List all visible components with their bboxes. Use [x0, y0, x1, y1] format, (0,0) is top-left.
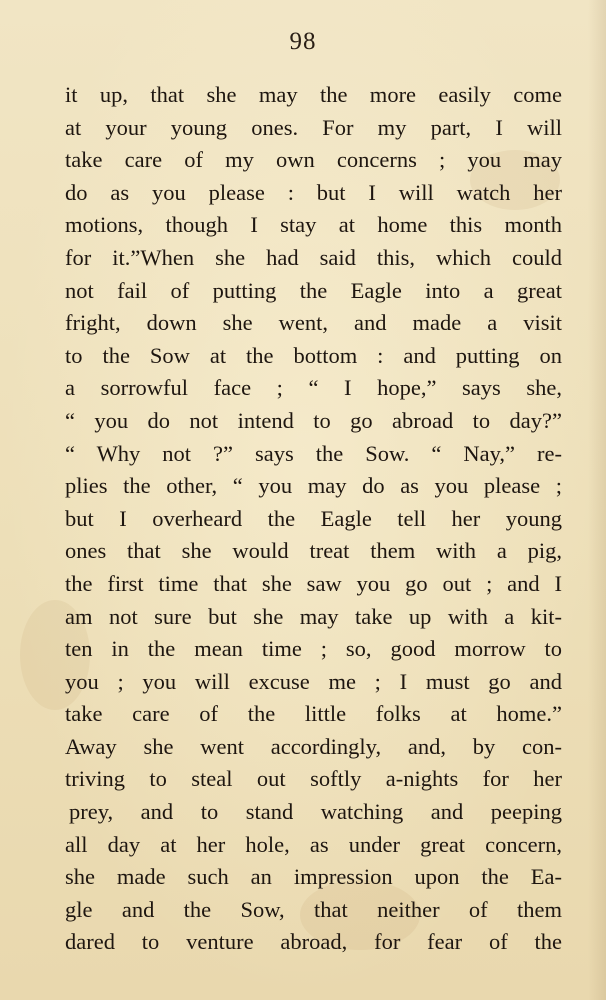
text-line: dared to venture abroad, for fear of the [65, 929, 562, 955]
text-line: at your young ones. For my part, I will [65, 114, 562, 140]
text-line: all day at her hole, as under great concern, [65, 831, 562, 857]
text-line: plies the other, “ you may do as you please ; [65, 473, 562, 499]
text-line: Away she went accordingly, and, by con- [65, 733, 562, 759]
text-line: “ you do not intend to go abroad to day?” [65, 407, 562, 433]
text-line: to the Sow at the bottom : and putting on [65, 342, 562, 368]
text-line: it up, that she may the more easily come [65, 82, 562, 107]
text-line: do as you please : but I will watch her [65, 179, 562, 205]
text-line: fright, down she went, and made a visit [65, 310, 562, 336]
text-line: motions, though I stay at home this month [65, 212, 562, 238]
text-line: take care of the little folks at home.” [65, 701, 562, 727]
text-line: but I overheard the Eagle tell her young [65, 505, 562, 531]
text-line: am not sure but she may take up with a kit- [65, 603, 562, 629]
text-line: a sorrowful face ; “ I hope,” says she, [65, 375, 562, 401]
text-line: triving to steal out softly a-nights for her [65, 766, 562, 792]
text-line: gle and the Sow, that neither of them [65, 896, 562, 922]
text-line: “ Why not ?” says the Sow. “ Nay,” re- [65, 440, 562, 466]
text-line: ones that she would treat them with a pig, [65, 538, 562, 564]
text-line: for it.”When she had said this, which could [65, 244, 562, 270]
text-line: you ; you will excuse me ; I must go and [65, 668, 562, 694]
page-edge-shadow [588, 0, 606, 1000]
text-line: the first time that she saw you go out ; and I [65, 570, 562, 596]
text-line: she made such an impression upon the Ea- [65, 864, 562, 890]
page-number: 98 [289, 28, 317, 55]
text-line: prey, and to stand watching and peeping [69, 799, 562, 825]
text-line: ten in the mean time ; so, good morrow to [65, 636, 562, 662]
body-text [65, 79, 562, 959]
text-line: take care of my own concerns ; you may [65, 147, 562, 173]
text-line: not fail of putting the Eagle into a great [65, 277, 562, 303]
